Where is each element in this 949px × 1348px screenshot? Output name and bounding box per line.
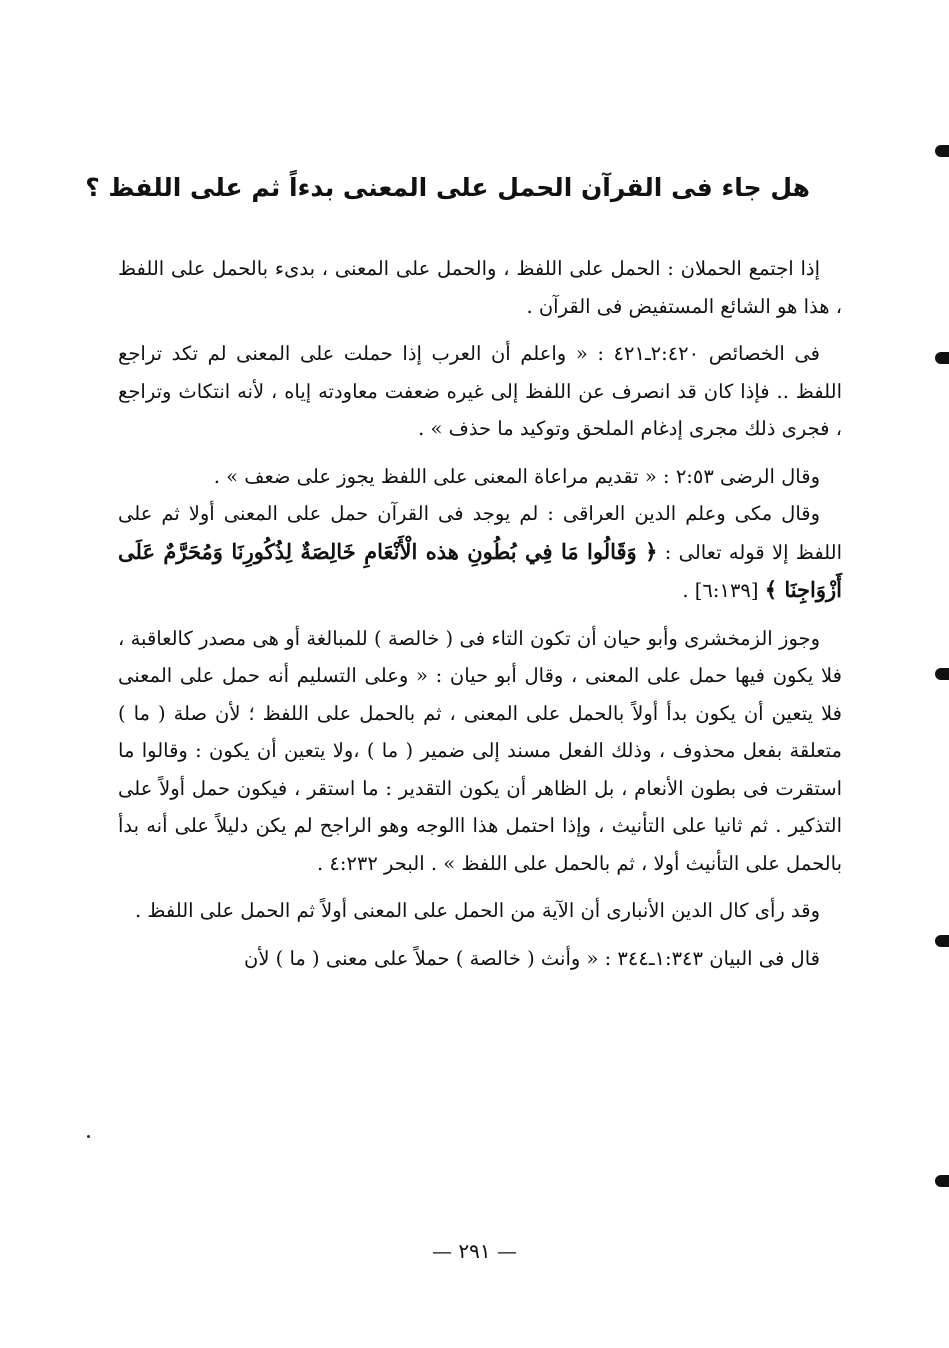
paragraph-text: وقال الرضى ٢:٥٣ : « تقديم مراعاة المعنى على اللفظ يجوز على ضعف » . bbox=[213, 464, 820, 488]
paragraph-text: فى الخصائص ٢:٤٢٠ـ٤٢١ : « واعلم أن العرب إذا حملت على المعنى لم تكد تراجع اللفظ .. فإذا كان قد انصرف عن اللفظ إلى غيره ضعفت معاودته إياه ، لأنه انتكاث وتراجع ، فجرى ذلك مجرى إدغام الملحق وتوكيد ما حذف » . bbox=[118, 342, 842, 440]
page-title: هل جاء فى القرآن الحمل على المعنى بدءاً ثم على اللفظ ؟ bbox=[85, 173, 810, 202]
paragraph-text: وجوز الزمخشرى وأبو حيان أن تكون التاء فى ( خالصة ) للمبالغة أو هى مصدر كالعاقبة ، فلا يكون فيها حمل على المعنى ، وقال أبو حيان : « وعلى التسليم أنه حمل على المعنى فلا يتعين أن يكون بدأ أولاً بالحمل على المعنى ، ثم بالحمل على اللفظ ؛ لأن صلة ( ما ) متعلقة بفعل محذوف ، وذلك الفعل مسند إلى ضمير ( ما ) ،ولا يتعين أن يكون : وقالوا ما استقرت فى بطون الأنعام ، بل الظاهر أن يكون التقدير : ما استقر ، فيكون حمل أولاً على التذكير . ثم ثانيا على التأنيث ، وإذا احتمل هذا االوجه وهو الراجح لم يكن دليلاً على أنه بدأ بالحمل على التأنيث أولا ، ثم بالحمل على اللفظ » . البحر ٤:٢٣٢ . bbox=[118, 626, 842, 875]
paragraph-text: وقال مكى وعلم الدين العراقى : لم يوجد فى القرآن حمل على المعنى أولا ثم على اللفظ إلا قوله تعالى : bbox=[118, 502, 842, 564]
paragraph-2 bbox=[118, 335, 842, 448]
paragraph-7 bbox=[118, 940, 842, 978]
paragraph-4 bbox=[118, 495, 842, 610]
paragraph-text: إذا اجتمع الحملان : الحمل على اللفظ ، والحمل على المعنى ، بدىء بالحمل على اللفظ ، هذا هو الشائع المستفيض فى القرآن . bbox=[118, 257, 842, 318]
scan-edge-mark bbox=[935, 935, 949, 947]
scan-edge-mark bbox=[935, 145, 949, 157]
quran-verse: ﴿ وَقَالُوا مَا فِي بُطُونِ هذه الْأَنْعَامِ خَالِصَةٌ لِذُكُورِنَا وَمُحَرَّمٌ عَلَى أَزْوَاجِنَا ﴾ bbox=[118, 538, 842, 602]
scan-edge-mark bbox=[935, 1175, 949, 1187]
scan-edge-mark bbox=[935, 668, 949, 680]
paragraph-3 bbox=[118, 458, 842, 496]
body-text bbox=[118, 250, 842, 977]
verse-reference: [٦:١٣٩] . bbox=[682, 579, 765, 602]
paragraph-5 bbox=[118, 620, 842, 883]
paragraph-1 bbox=[118, 250, 842, 325]
page-number: — ٢٩١ — bbox=[432, 1239, 517, 1263]
paragraph-text: قال فى البيان ١:٣٤٣ـ٣٤٤ : « وأنث ( خالصة ) حملاً على معنى ( ما ) لأن bbox=[244, 946, 820, 970]
scan-edge-mark bbox=[935, 352, 949, 364]
paragraph-6 bbox=[118, 892, 842, 930]
paragraph-text: وقد رأى كال الدين الأنبارى أن الآية من الحمل على المعنى أولاً ثم الحمل على اللفظ . bbox=[134, 899, 820, 922]
scan-speck bbox=[87, 1135, 90, 1138]
